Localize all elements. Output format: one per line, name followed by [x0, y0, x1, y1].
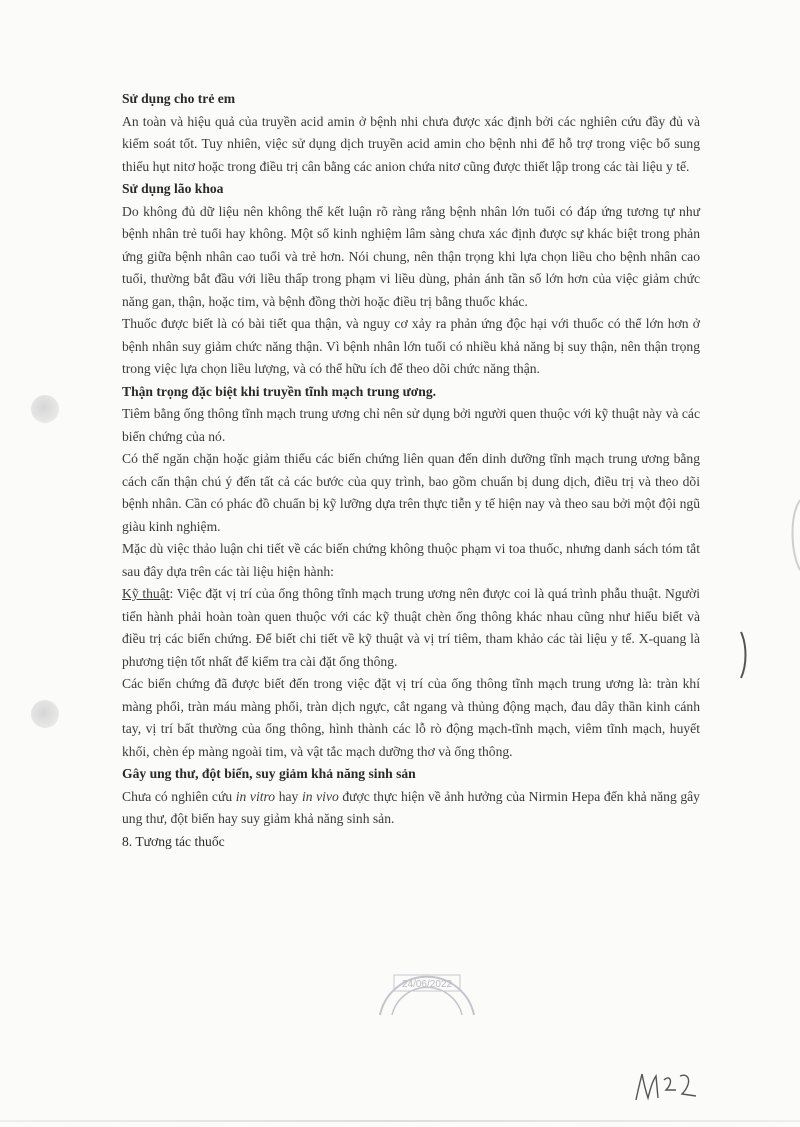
paragraph: Thuốc được biết là có bài tiết qua thận, và nguy cơ xảy ra phản ứng độc hại với thuốc có thể lớn hơn ở bệnh nhân suy giảm chức năng thận. Vì bệnh nhân lớn tuổi có nhiều khả năng bị suy thận, nên thận trọng trong việc lựa chọn liều lượng, và có thể hữu ích để theo dõi chức năng thận.	[122, 316, 700, 376]
section-8-heading: 8. Tương tác thuốc	[122, 833, 225, 849]
section-heading: Gây ung thư, đột biến, suy giảm khả năng sinh sản	[122, 766, 416, 781]
punch-hole-mark	[31, 700, 59, 728]
text-run: hay	[275, 788, 302, 804]
page-bottom-edge	[0, 1120, 800, 1122]
handwritten-initials	[630, 1060, 720, 1120]
document-body	[122, 88, 700, 853]
paragraph: Mặc dù việc thảo luận chi tiết về các biến chứng không thuộc phạm vi toa thuốc, nhưng danh sách tóm tắt sau đây dựa trên các tài liệu hiện hành:	[122, 541, 700, 579]
punch-hole-mark	[31, 395, 59, 423]
technique-paragraph	[122, 583, 700, 673]
text-run: Chưa có nghiên cứu	[122, 788, 236, 804]
edge-scan-mark	[786, 495, 800, 575]
italic-term: in vivo	[301, 788, 339, 804]
stamp-date: 24/06/2022	[401, 979, 453, 990]
paragraph: An toàn và hiệu quả của truyền acid amin ở bệnh nhi chưa được xác định bởi các nghiên cứu đầy đủ và kiểm soát tốt. Tuy nhiên, việc sử dụng dịch truyền acid amin cho bệnh nhi để hỗ trợ trong việc bổ sung thiếu hụt nitơ hoặc trong điều trị cân bằng các anion chứa nitơ cũng được thiết lập trong các tài liệu y tế.	[122, 113, 700, 174]
section-heading: Sử dụng cho trẻ em	[122, 91, 236, 106]
text-run: được thực hiện về ảnh hưởng của Nirmin Hepa đến khả năng gây ung thư, đột biến hay suy giảm khả năng sinh sản.	[122, 788, 700, 826]
paragraph: Tiêm bằng ống thông tĩnh mạch trung ương chỉ nên sử dụng bởi người quen thuộc với kỹ thuật này và các biến chứng của nó.	[122, 406, 700, 444]
complications-paragraph: Các biến chứng đã được biết đến trong việc đặt vị trí của ống thông tĩnh mạch trung ương là: tràn khí màng phổi, tràn máu màng phổi, tràn dịch ngực, cắt ngang và thủng động mạch, đau dây thần kinh cánh tay, vị trí bất thường của ống thông, hình thành các lỗ rò động mạch-tĩnh mạch, viêm tĩnh mạch, huyết khối, chèn ép màng ngoài tim, và vật tắc mạch dưỡng thơ và ống thông.	[122, 676, 700, 759]
italic-term: in vitro	[235, 788, 276, 804]
paragraph: Có thể ngăn chặn hoặc giảm thiểu các biến chứng liên quan đến dinh dưỡng tĩnh mạch trung ương bằng cách cẩn thận chú ý đến tất cả các bước của quy trình, bao gồm chuẩn bị dung dịch, điều trị và theo dõi bệnh nhân. Cần có phác đồ chuẩn bị kỹ lưỡng dựa trên thực tiễn y tế hiện nay và theo sau bởi một đội ngũ giàu kinh nghiệm.	[122, 451, 700, 534]
technique-label: Kỹ thuật	[122, 586, 170, 601]
technique-text: : Việc đặt vị trí của ống thông tĩnh mạch trung ương nên được coi là quá trình phẫu thuật. Người tiến hành phải hoàn toàn quen thuộc với các kỹ thuật chèn ống thông khác nhau cũng như hiểu biết và điều trị các biến chứng. Để biết chi tiết về kỹ thuật và vị trí tiêm, tham khảo các tài liệu y tế. X-quang là phương tiện tốt nhất để kiểm tra cài đặt ống thông.	[122, 586, 701, 669]
section-heading: Sử dụng lão khoa	[122, 181, 224, 196]
section-heading: Thận trọng đặc biệt khi truyền tĩnh mạch trung ương.	[122, 383, 437, 399]
margin-bracket-mark	[738, 630, 748, 680]
received-stamp	[372, 935, 482, 1017]
paragraph: Do không đủ dữ liệu nên không thể kết luận rõ ràng rằng bệnh nhân lớn tuổi có đáp ứng tương tự như bệnh nhân trẻ tuổi hay không. Một số kinh nghiệm lâm sàng chưa xác định được sự khác biệt trong phản ứng giữa bệnh nhân cao tuổi và trẻ hơn. Nói chung, nên thận trọng khi lựa chọn liều cho bệnh nhân cao tuổi, thường bắt đầu với liều thấp trong phạm vi liều dùng, phản ánh tần số lớn hơn của việc giảm chức năng gan, thận, hoặc tim, và bệnh đồng thời hoặc điều trị bằng thuốc khác.	[122, 203, 700, 309]
carcinogenicity-paragraph	[122, 786, 700, 831]
